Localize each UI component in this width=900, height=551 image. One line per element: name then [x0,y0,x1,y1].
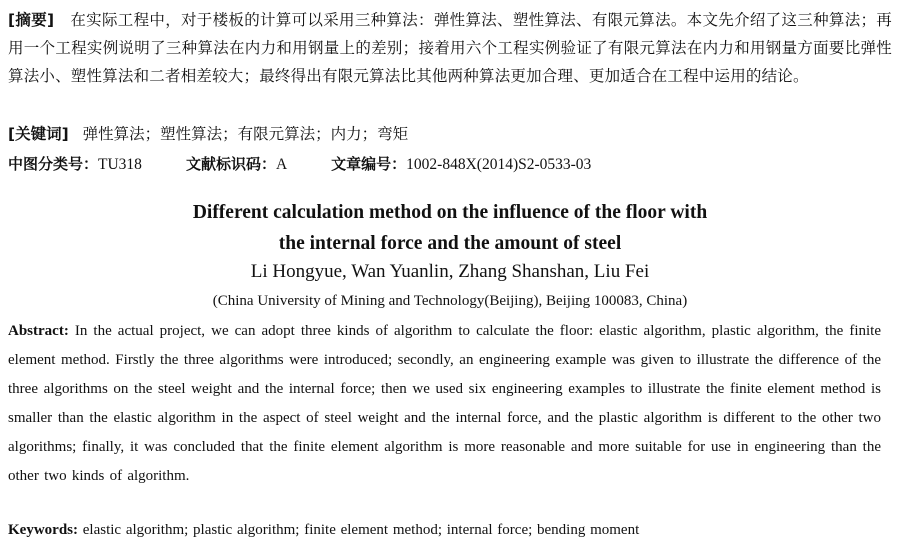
chinese-abstract [8,6,892,90]
english-keywords-text: elastic algorithm; plastic algorithm; finite element method; internal force; bending moment [82,522,640,538]
english-title [0,197,900,259]
chinese-abstract-label: [摘要] [8,11,55,29]
classification-line [8,152,892,177]
english-keywords-label: Keywords: [8,522,78,538]
english-title-line-1: Different calculation method on the influence of the floor with [192,202,708,223]
clc-label: 中图分类号： [8,155,99,173]
chinese-keywords [8,122,892,146]
english-authors: Li Hongyue, Wan Yuanlin, Zhang Shanshan, Liu Fei [250,261,650,282]
english-abstract [8,317,881,491]
english-abstract-text: In the actual project, we can adopt three kinds of algorithm to calculate the floor: elastic algorithm, plastic algorithm, the finite element method. Firstly the three algorithms were introduced; secondly, an engineering example was given to illustrate the difference of the three algorithms on the steel weight and the internal force; then we used six engineering examples to illustrate the finite element method is smaller than the elastic algorithm in the aspect of steel weight and the internal force, and the plastic algorithm is different to the other two algorithms; finally, it was concluded that the finite element algorithm is more reasonable and more suitable for use in engineering than the other two kinds of algorithm. [8,323,882,484]
english-title-line-2: the internal force and the amount of steel [278,233,622,254]
english-abstract-label: Abstract: [8,323,69,339]
doc-code-label: 文献标识码： [185,155,276,173]
english-affiliation: (China University of Mining and Technology(Beijing), Beijing 100083, China) [212,293,688,309]
chinese-abstract-text: 在实际工程中，对于楼板的计算可以采用三种算法：弹性算法、塑性算法、有限元算法。本文先介绍了这三种算法；再用一个工程实例说明了三种算法在内力和用钢量上的差别；接着用六个工程实例验证了有限元算法在内力和用钢量方面要比弹性算法小、塑性算法和二者相差较大；最终得出有限元算法比其他两种算法更加合理、更加适合在工程中运用的结论。 [8,11,893,85]
article-no-value: 1002-848X(2014)S2-0533-03 [406,156,592,173]
english-keywords [8,516,892,544]
clc-value: TU318 [98,156,142,173]
chinese-keywords-text: 弹性算法；塑性算法；有限元算法；内力；弯矩 [82,125,409,143]
article-no-label: 文章编号： [331,155,407,173]
chinese-keywords-label: [关键词] [8,125,69,143]
doc-code-value: A [275,156,288,173]
